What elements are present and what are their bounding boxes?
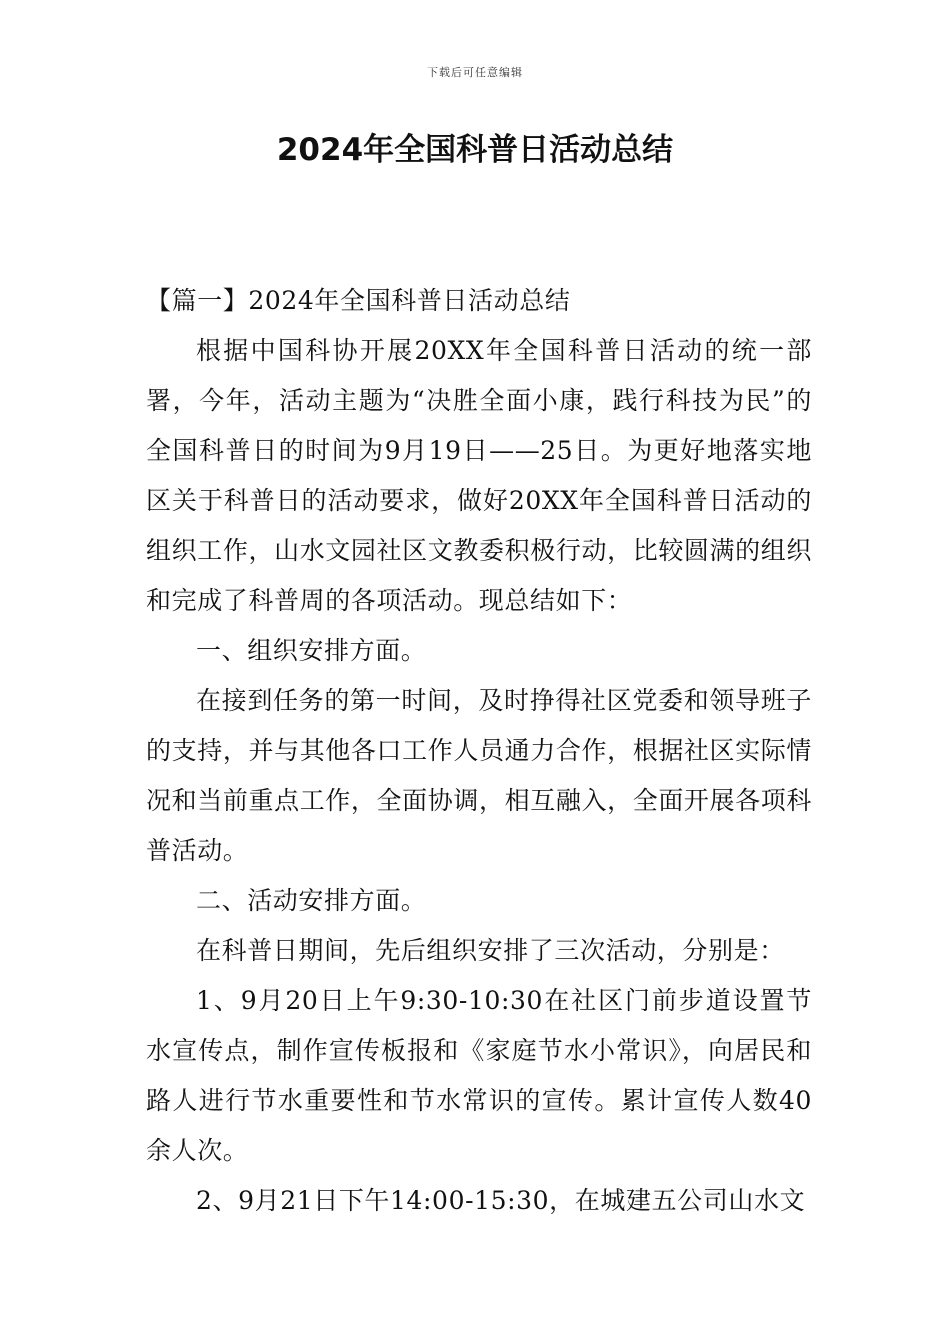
paragraph-activity-1: 1、9月20日上午9:30-10:30在社区门前步道设置节水宣传点，制作宣传板报和《家庭节水小常识》，向居民和路人进行节水重要性和节水常识的宣传。累计宣传人数40余人次。 <box>146 986 812 1165</box>
paragraph-org-body: 在接到任务的第一时间，及时挣得社区党委和领导班子的支持，并与其他各口工作人员通力合作，根据社区实际情况和当前重点工作，全面协调，相互融入，全面开展各项科普活动。 <box>146 686 812 865</box>
document-body <box>146 276 812 1226</box>
paragraph-org-heading: 一、组织安排方面。 <box>196 636 427 665</box>
paragraph-activity-heading: 二、活动安排方面。 <box>196 886 427 915</box>
section-heading: 【篇一】2024年全国科普日活动总结 <box>146 286 571 315</box>
header-note: 下载后可任意编辑 <box>427 66 523 79</box>
paragraph-activity-intro: 在科普日期间，先后组织安排了三次活动，分别是： <box>196 936 785 965</box>
document-title: 2024年全国科普日活动总结 <box>276 132 674 168</box>
paragraph-intro: 根据中国科协开展20XX年全国科普日活动的统一部署，今年，活动主题为“决胜全面小康，践行科技为民”的全国科普日的时间为9月19日——25日。为更好地落实地区关于科普日的活动要求，做好20XX年全国科普日活动的组织工作，山水文园社区文教委积极行动，比较圆满的组织和完成了科普周的各项活动。现总结如下： <box>146 336 812 615</box>
paragraph-activity-2: 2、9月21日下午14:00-15:30，在城建五公司山水文 <box>196 1186 806 1215</box>
